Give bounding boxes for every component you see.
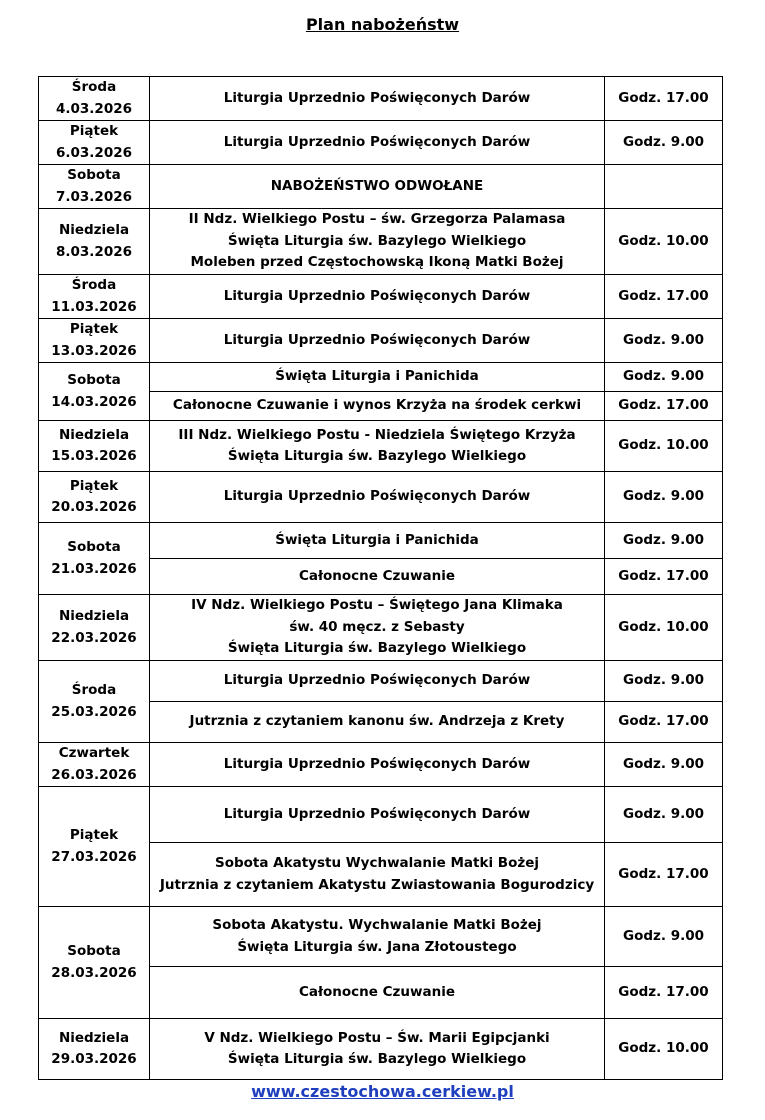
- day-cell: [39, 472, 150, 523]
- day-date: 4.03.2026: [55, 100, 132, 117]
- time-cell: Godz. 17.00: [605, 559, 723, 595]
- service-line: Święta Liturgia św. Bazylego Wielkiego: [227, 1051, 527, 1067]
- day-name: Środa: [71, 682, 117, 698]
- day-cell: [39, 743, 150, 787]
- day-name: Piątek: [69, 321, 119, 337]
- service-line: Liturgia Uprzednio Poświęconych Darów: [223, 755, 531, 772]
- day-cell: [39, 595, 150, 661]
- day-date: 13.03.2026: [51, 342, 137, 359]
- day-cell: [39, 319, 150, 363]
- schedule-row: [39, 363, 723, 392]
- day-date: 20.03.2026: [51, 499, 137, 515]
- day-name: Niedziela: [58, 222, 130, 238]
- service-line: Liturgia Uprzednio Poświęconych Darów: [223, 331, 531, 348]
- service-cell: [150, 967, 605, 1019]
- service-line: II Ndz. Wielkiego Postu – św. Grzegorza Palamasa: [188, 211, 566, 228]
- day-name: Piątek: [69, 123, 119, 139]
- schedule-row: [39, 209, 723, 275]
- service-cell: [150, 472, 605, 523]
- service-cell: [150, 743, 605, 787]
- day-name: Czwartek: [58, 745, 130, 761]
- service-cell: [150, 121, 605, 165]
- schedule-row: [39, 661, 723, 702]
- service-line: Święta Liturgia św. Bazylego Wielkiego: [227, 640, 527, 657]
- day-cell: [39, 363, 150, 421]
- day-name: Niedziela: [58, 426, 130, 443]
- service-line: Święta Liturgia i Panichida: [275, 368, 479, 385]
- website-link[interactable]: www.czestochowa.cerkiew.pl: [251, 1082, 514, 1101]
- schedule-table: [38, 76, 723, 1080]
- service-line: Liturgia Uprzednio Poświęconych Darów: [223, 488, 531, 505]
- service-line: Święta Liturgia i Panichida: [275, 531, 479, 548]
- service-cell: [150, 1019, 605, 1080]
- time-cell: Godz. 10.00: [605, 595, 723, 661]
- day-cell: [39, 523, 150, 595]
- service-cell: [150, 392, 605, 421]
- service-line: Całonocne Czuwanie: [298, 567, 455, 584]
- day-name: Sobota: [67, 372, 121, 388]
- service-cell: [150, 275, 605, 319]
- time-cell: Godz. 17.00: [605, 77, 723, 121]
- service-line: IV Ndz. Wielkiego Postu – Świętego Jana Klimaka: [191, 597, 563, 614]
- service-cell: [150, 209, 605, 275]
- day-name: Sobota: [67, 943, 121, 959]
- service-cell: [150, 661, 605, 702]
- service-line: Liturgia Uprzednio Poświęconych Darów: [223, 805, 531, 822]
- day-date: 21.03.2026: [51, 560, 137, 577]
- day-cell: [39, 421, 150, 472]
- time-cell: Godz. 17.00: [605, 392, 723, 421]
- day-date: 22.03.2026: [51, 629, 137, 646]
- service-line: Jutrznia z czytaniem kanonu św. Andrzeja z Krety: [189, 713, 565, 730]
- service-cell: [150, 363, 605, 392]
- day-date: 11.03.2026: [51, 298, 137, 315]
- day-date: 29.03.2026: [51, 1051, 137, 1067]
- day-cell: [39, 907, 150, 1019]
- day-cell: [39, 275, 150, 319]
- day-cell: [39, 121, 150, 165]
- service-line: Liturgia Uprzednio Poświęconych Darów: [223, 287, 531, 304]
- time-cell: Godz. 10.00: [605, 209, 723, 275]
- day-name: Środa: [71, 79, 117, 95]
- time-cell: Godz. 17.00: [605, 843, 723, 907]
- time-cell: [605, 165, 723, 209]
- time-cell: Godz. 17.00: [605, 275, 723, 319]
- service-cell: [150, 907, 605, 967]
- service-cell: [150, 843, 605, 907]
- time-cell: Godz. 10.00: [605, 421, 723, 472]
- service-line: św. 40 męcz. z Sebasty: [289, 618, 465, 635]
- service-line: Moleben przed Częstochowską Ikoną Matki Bożej: [190, 254, 564, 271]
- day-date: 28.03.2026: [51, 964, 137, 981]
- service-line: Święta Liturgia św. Bazylego Wielkiego: [227, 232, 527, 249]
- schedule-row: [39, 121, 723, 165]
- footer: [0, 1082, 765, 1101]
- schedule-row: [39, 523, 723, 559]
- page-title: Plan nabożeństw: [305, 15, 460, 34]
- day-name: Niedziela: [58, 1029, 130, 1046]
- service-line: Jutrznia z czytaniem Akatystu Zwiastowania Bogurodzicy: [159, 876, 595, 893]
- schedule-row: [39, 421, 723, 472]
- service-line: Całonocne Czuwanie i wynos Krzyża na środek cerkwi: [172, 397, 582, 414]
- service-line: Liturgia Uprzednio Poświęconych Darów: [223, 89, 531, 106]
- day-name: Sobota: [67, 167, 121, 183]
- day-date: 14.03.2026: [51, 393, 137, 410]
- schedule-row: [39, 1019, 723, 1080]
- day-date: 7.03.2026: [55, 188, 132, 205]
- day-date: 26.03.2026: [51, 766, 137, 783]
- schedule-row: [39, 275, 723, 319]
- time-cell: Godz. 9.00: [605, 121, 723, 165]
- service-line: Święta Liturgia św. Jana Złotoustego: [237, 938, 517, 955]
- day-cell: [39, 165, 150, 209]
- day-cell: [39, 1019, 150, 1080]
- schedule-row: [39, 319, 723, 363]
- service-cell: [150, 421, 605, 472]
- day-name: Sobota: [67, 539, 121, 555]
- time-cell: Godz. 17.00: [605, 967, 723, 1019]
- time-cell: Godz. 9.00: [605, 661, 723, 702]
- service-cell: [150, 319, 605, 363]
- day-name: Piątek: [69, 477, 119, 494]
- time-cell: Godz. 9.00: [605, 787, 723, 843]
- time-cell: Godz. 9.00: [605, 363, 723, 392]
- service-cell: [150, 523, 605, 559]
- schedule-row: [39, 472, 723, 523]
- day-name: Niedziela: [58, 608, 130, 624]
- schedule-row: [39, 595, 723, 661]
- service-line: Liturgia Uprzednio Poświęconych Darów: [223, 133, 531, 150]
- time-cell: Godz. 9.00: [605, 907, 723, 967]
- service-line: Sobota Akatystu. Wychwalanie Matki Bożej: [212, 917, 542, 933]
- schedule-row: [39, 787, 723, 843]
- day-date: 27.03.2026: [51, 848, 137, 865]
- day-cell: [39, 661, 150, 743]
- day-date: 8.03.2026: [55, 243, 132, 260]
- time-cell: Godz. 9.00: [605, 472, 723, 523]
- time-cell: Godz. 9.00: [605, 743, 723, 787]
- day-date: 6.03.2026: [55, 144, 132, 161]
- day-date: 25.03.2026: [51, 703, 137, 720]
- service-cell: [150, 77, 605, 121]
- service-cell: [150, 559, 605, 595]
- service-cell: [150, 595, 605, 661]
- service-line: Liturgia Uprzednio Poświęconych Darów: [223, 672, 531, 689]
- service-cell: [150, 165, 605, 209]
- schedule-row: [39, 165, 723, 209]
- schedule-body: [39, 77, 723, 1080]
- service-line: Całonocne Czuwanie: [298, 983, 455, 1000]
- schedule-row: [39, 907, 723, 967]
- day-name: Środa: [71, 277, 117, 293]
- time-cell: Godz. 9.00: [605, 523, 723, 559]
- day-cell: [39, 787, 150, 907]
- schedule-row: [39, 743, 723, 787]
- service-line: NABOŻEŃSTWO ODWOŁANE: [270, 177, 484, 194]
- service-line: V Ndz. Wielkiego Postu – Św. Marii Egipcjanki: [204, 1029, 550, 1046]
- time-cell: Godz. 9.00: [605, 319, 723, 363]
- service-line: III Ndz. Wielkiego Postu - Niedziela Świętego Krzyża: [178, 426, 576, 443]
- time-cell: Godz. 17.00: [605, 702, 723, 743]
- service-line: Święta Liturgia św. Bazylego Wielkiego: [227, 448, 527, 464]
- service-cell: [150, 702, 605, 743]
- service-cell: [150, 787, 605, 843]
- time-cell: Godz. 10.00: [605, 1019, 723, 1080]
- day-cell: [39, 77, 150, 121]
- schedule-row: [39, 77, 723, 121]
- day-date: 15.03.2026: [51, 448, 137, 464]
- day-cell: [39, 209, 150, 275]
- day-name: Piątek: [69, 827, 119, 843]
- service-line: Sobota Akatystu Wychwalanie Matki Bożej: [214, 855, 539, 871]
